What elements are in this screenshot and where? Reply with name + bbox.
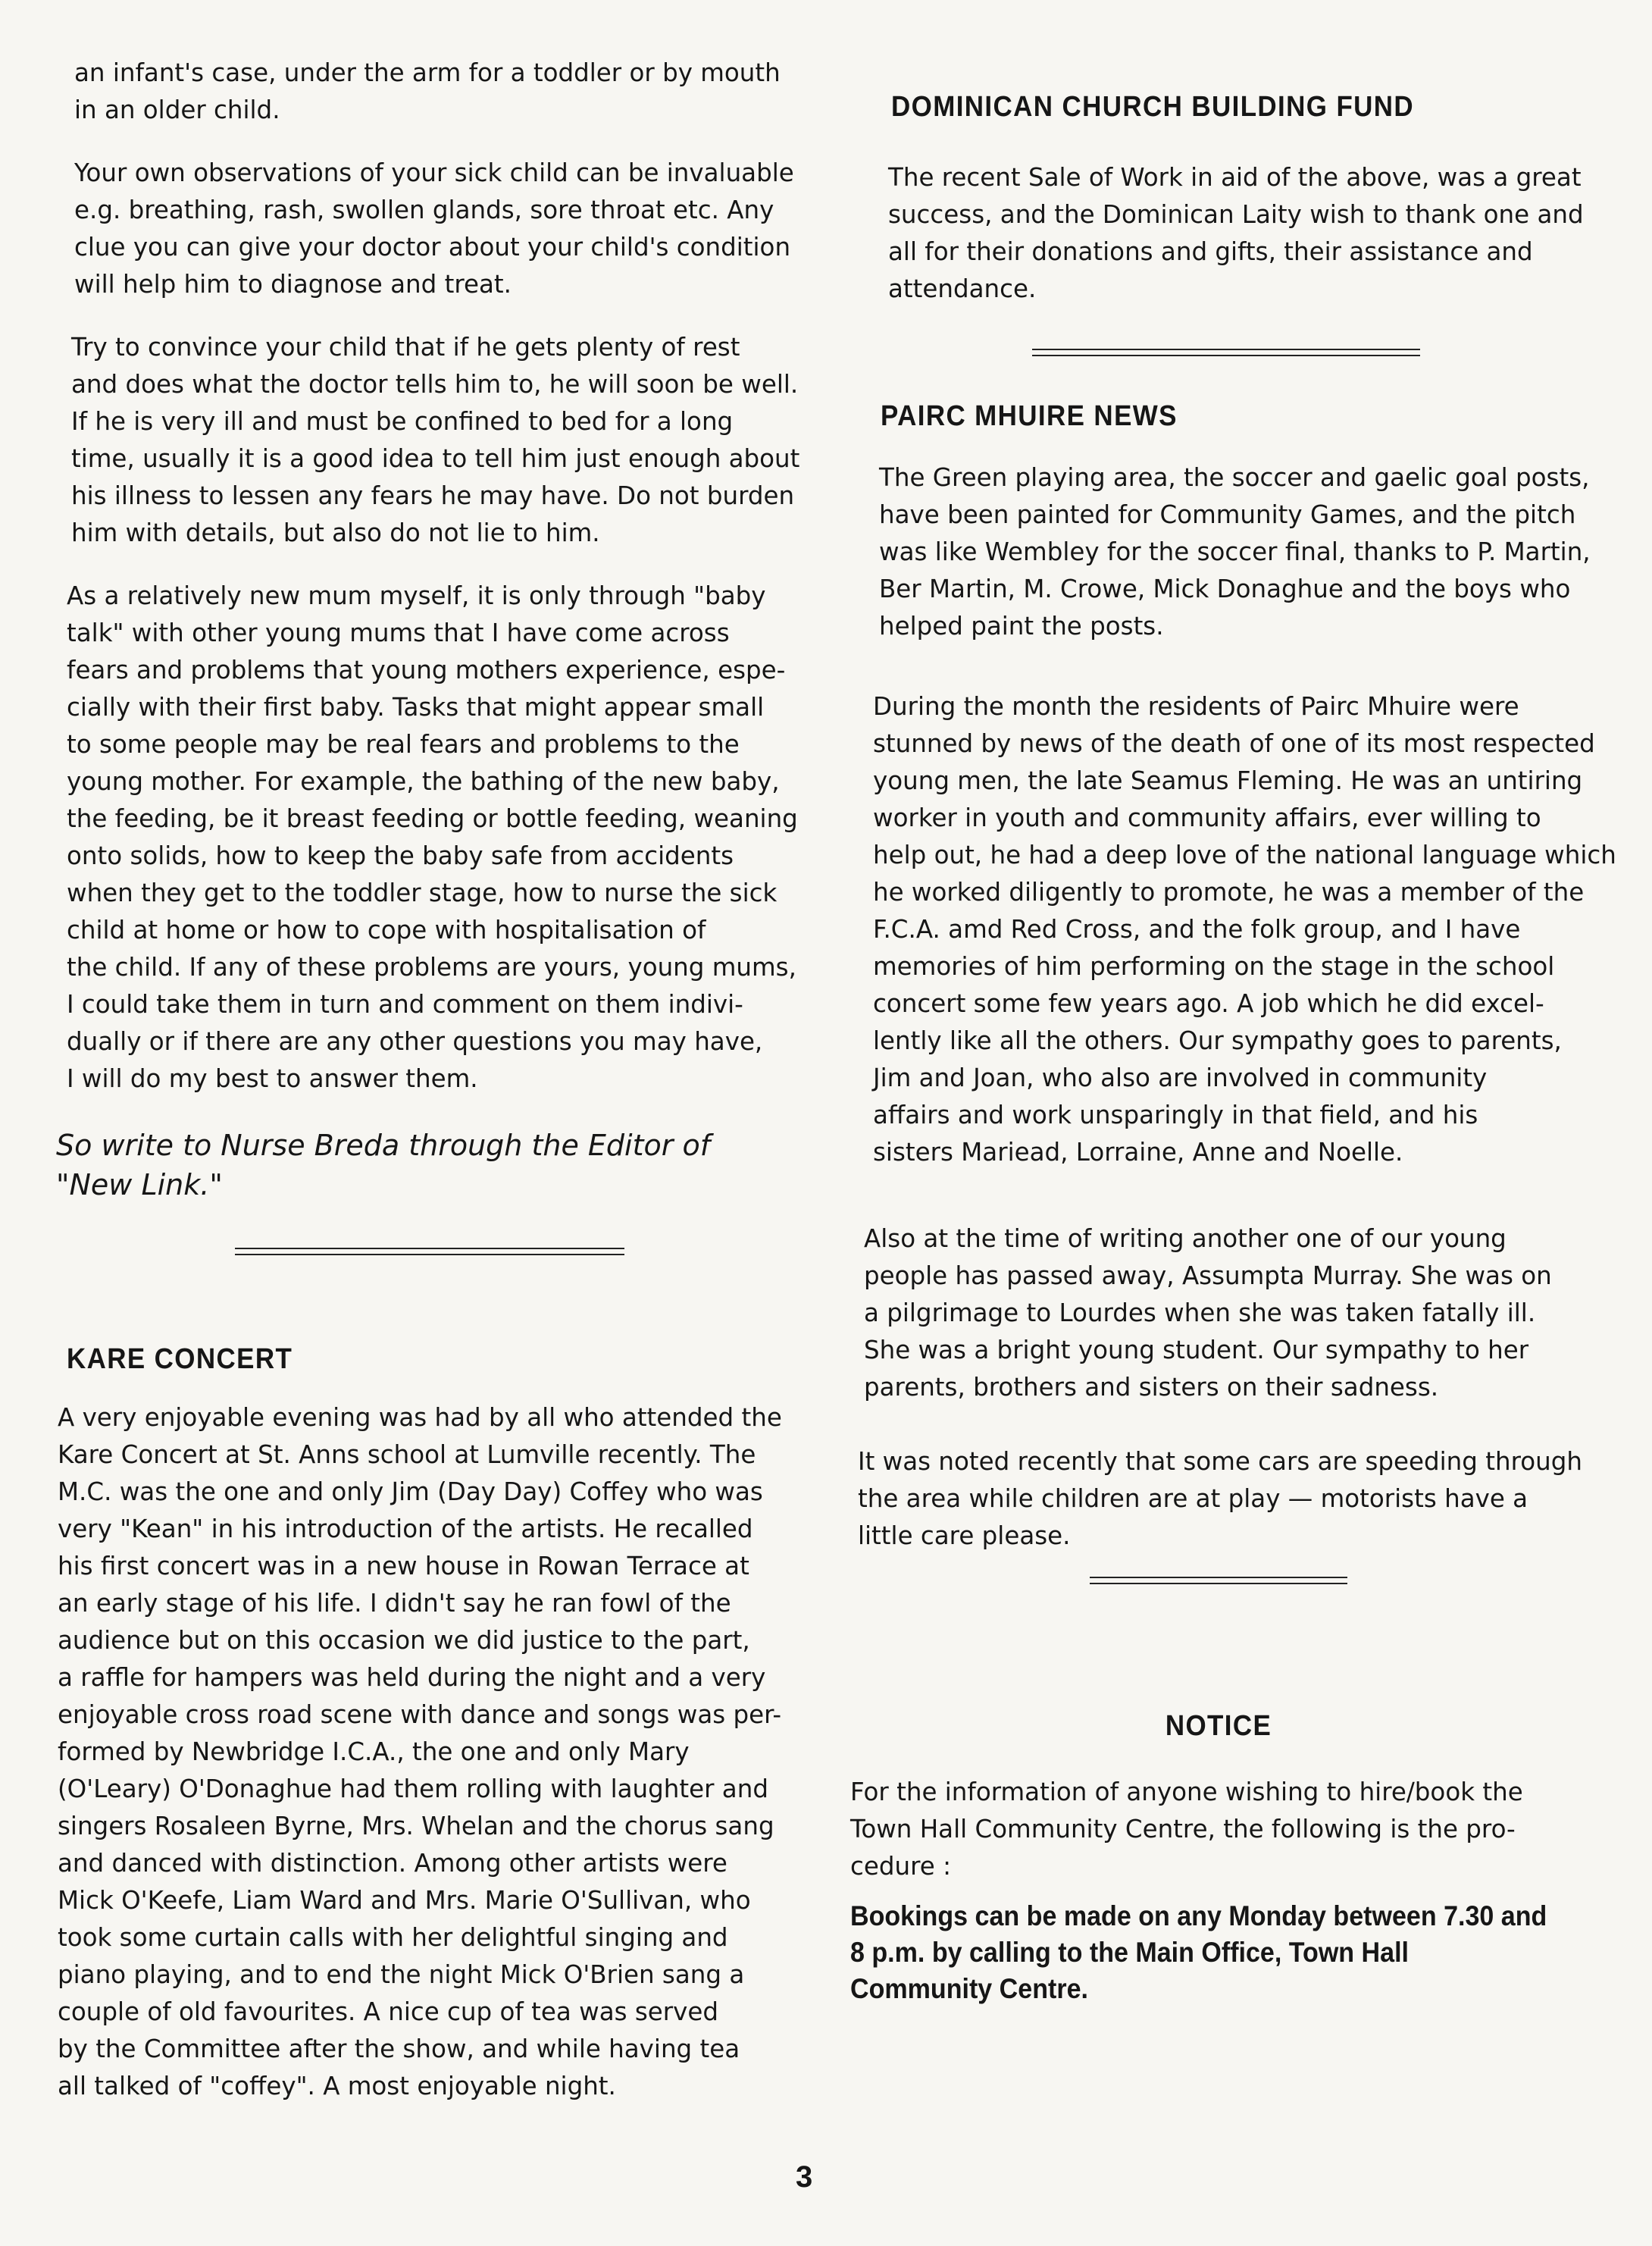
pairc-mhuire-paragraph-2: During the month the residents of Pairc Mhuire were stunned by news of the death of one of its most respected young men, the late Seamus Fleming. He was an untiring worker in youth and community affairs, ever willing to help out, he had a deep love of the national language which he worked diligently to promote, he was a member of the F.C.A. amd Red Cross, and the folk group, and I have memories of him performing on the stage in the school concert some few years ago. A job which he did excel- lently like all the others. Our sympathy goes to parents, Jim and Joan, who also are involved in community affairs and work unsparingly in that field, and his sisters Mariead, Lorraine, Anne and Noelle. [873,692,1616,1167]
page-number: 3 [796,2160,813,2194]
child-care-paragraph-4: As a relatively new mum myself, it is only through "baby talk" with other young mums that I have come across fears and problems that young mothers experience, espe- cially with their first baby. Tasks that might appear small to some people may be real fears and problems to the young mother. For example, the bathing of the new baby, the feeding, be it breast feeding or bottle feeding, weaning onto solids, how to keep the baby safe from accidents when they get to the toddler stage, how to nurse the sick child at home or how to cope with hospitalisation of the child. If any of these problems are yours, young mums, I could take them in turn and comment on them indivi- dually or if there are any other questions you may have, I will do my best to answer them. [67,581,798,1093]
notice-body: For the information of anyone wishing to hire/book the Town Hall Community Centre, the following is the pro- cedure : [850,1778,1523,1881]
pairc-mhuire-heading: PAIRC MHUIRE NEWS [881,400,1178,432]
kare-concert-heading: KARE CONCERT [67,1343,293,1375]
dominican-fund-body: The recent Sale of Work in aid of the above, was a great success, and the Dominican Laity wish to thank one and all for their donations and gifts, their assistance and attendance. [888,163,1584,303]
child-care-paragraph-1: an infant's case, under the arm for a toddler or by mouth in an older child. [74,58,781,124]
child-care-paragraph-3: Try to convince your child that if he gets plenty of rest and does what the doctor tells him to, he will soon be well. If he is very ill and must be confined to bed for a long time, usually it is a good idea to tell him just enough about his illness to lessen any fears he may have. Do not burden him with details, but also do not lie to him. [71,333,800,547]
kare-concert-body: A very enjoyable evening was had by all who attended the Kare Concert at St. Anns school at Lumville recently. The M.C. was the one and only Jim (Day Day) Coffey who was very "Kean" in his introduction of the artists. He recalled his first concert was in a new house in Rowan Terrace at an early stage of his life. I didn't say he ran fowl of the audience but on this occasion we did justice to the part, a raffle for hampers was held during the night and a very enjoyable cross road scene with dance and songs was per- formed by Newbridge I.C.A., the one and only Mary (O'Leary) O'Donaghue had them rolling with laughter and singers Rosaleen Byrne, Mrs. Whelan and the chorus sang and danced with distinction. Among other artists were Mick O'Keefe, Liam Ward and Mrs. Marie O'Sullivan, who took some curtain calls with her delightful singing and piano playing, and to end the night Mick O'Brien sang a couple of old favourites. A nice cup of tea was served by the Committee after the show, and while having tea all talked of "coffey". A most enjoyable night. [58,1403,782,2100]
pairc-mhuire-paragraph-3: Also at the time of writing another one of our young people has passed away, Assumpta Murray. She was on a pilgrimage to Lourdes when she was taken fatally ill. She was a bright young student. Our sympathy to her parents, brothers and sisters on their sadness. [864,1224,1552,1402]
nurse-breda-signoff: So write to Nurse Breda through the Editor of "New Link." [56,1129,711,1201]
pairc-mhuire-paragraph-1: The Green playing area, the soccer and gaelic goal posts, have been painted for Community Games, and the pitch was like Wembley for the soccer final, thanks to P. Martin, Ber Martin, M. Crowe, Mick Donaghue and the boys who helped paint the posts. [879,463,1591,641]
section-divider [1090,1577,1347,1584]
child-care-paragraph-2: Your own observations of your sick child can be invaluable e.g. breathing, rash, swollen glands, sore throat etc. Any clue you can give your doctor about your child's condition will help him to diagnose and treat. [74,158,794,299]
section-divider [235,1248,624,1255]
booking-instructions: Bookings can be made on any Monday between 7.30 and 8 p.m. by calling to the Main Office, Town Hall Community Centre. [850,1900,1547,2004]
dominican-fund-heading: DOMINICAN CHURCH BUILDING FUND [891,91,1415,123]
pairc-mhuire-paragraph-4: It was noted recently that some cars are speeding through the area while children are at play — motorists have a little care please. [858,1447,1582,1550]
notice-heading: NOTICE [1165,1710,1272,1742]
section-divider [1032,349,1420,356]
